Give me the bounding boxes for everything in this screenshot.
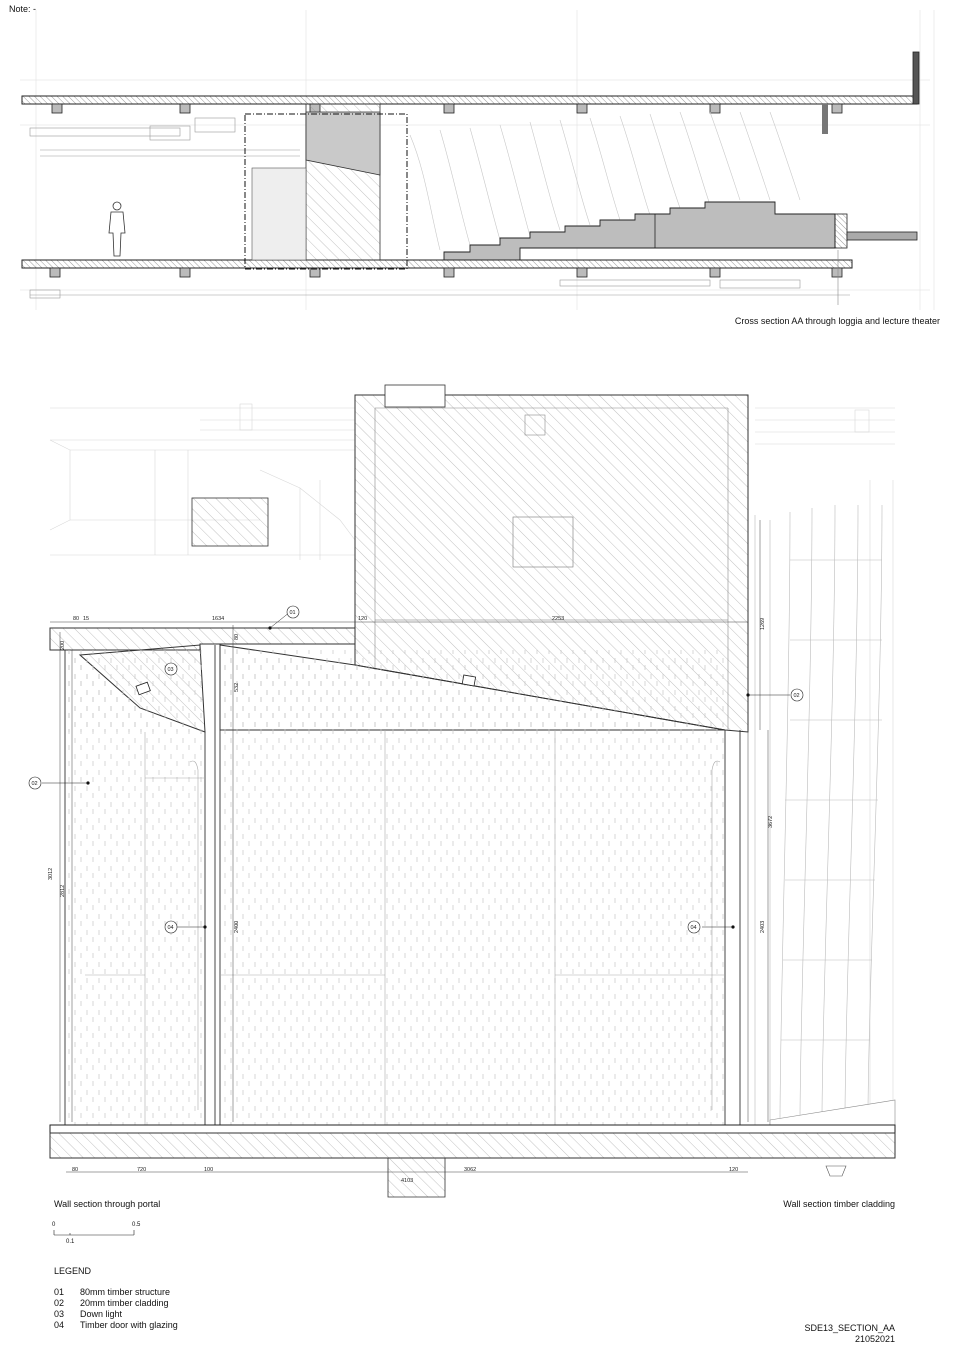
legend-item-label: 80mm timber structure: [80, 1287, 171, 1297]
legend-item-label: Down light: [80, 1309, 123, 1319]
scale-label-tenth: 0.1: [66, 1239, 75, 1245]
legend-item: [54, 1287, 178, 1298]
dim-3012: 3012: [48, 867, 54, 880]
tag-01: 01: [289, 610, 296, 616]
dim-532: 532: [234, 682, 240, 692]
caption-wall-portal: Wall section through portal: [54, 1199, 161, 1209]
tag-02-right: 02: [793, 693, 800, 699]
dim-2812: 2812: [60, 884, 66, 897]
dim-80-side: 80: [234, 633, 240, 640]
dim-80-bottom: 80: [72, 1167, 79, 1173]
legend-item-label: Timber door with glazing: [80, 1320, 178, 1330]
legend-title: LEGEND: [54, 1266, 92, 1276]
dim-100: 100: [204, 1167, 214, 1173]
tag-03: 03: [167, 667, 174, 673]
note-text: Note: -: [9, 4, 37, 14]
legend-item-number: 03: [54, 1309, 65, 1319]
dim-200: 200: [60, 640, 66, 650]
dim-120-top: 120: [358, 616, 368, 622]
scale-bar: [54, 1230, 134, 1235]
tag-04-left: 04: [167, 925, 174, 931]
dim-80-top: 80: [73, 616, 80, 622]
dim-3062: 3062: [464, 1167, 477, 1173]
caption-wall-cladding: Wall section timber cladding: [783, 1199, 895, 1209]
dim-4103: 4103: [401, 1178, 414, 1184]
legend-item-number: 02: [54, 1298, 65, 1308]
dim-1269: 1269: [760, 617, 766, 630]
scale-label-zero: 0: [52, 1222, 56, 1228]
dim-2403: 2403: [760, 920, 766, 933]
legend-item-number: 04: [54, 1320, 65, 1330]
legend-item-label: 20mm timber cladding: [80, 1298, 169, 1308]
dim-120-bottom: 120: [729, 1167, 739, 1173]
tag-04-right: 04: [690, 925, 697, 931]
legend-item: [54, 1298, 178, 1309]
dim-2253: 2253: [552, 616, 565, 622]
legend-item: [54, 1309, 178, 1320]
stepped-seating: [444, 202, 835, 260]
legend-list: [54, 1287, 178, 1331]
tag-02-left: 02: [31, 781, 38, 787]
legend-item-number: 01: [54, 1287, 65, 1297]
dim-2400: 2400: [234, 920, 240, 933]
sheet-date: 21052021: [854, 1334, 895, 1344]
dim-1634: 1634: [212, 616, 225, 622]
human-figure: [109, 202, 125, 256]
caption-cross-section: Cross section AA through loggia and lecture theater: [734, 316, 940, 326]
scale-label-half: 0.5: [132, 1222, 141, 1228]
cross-section-aa: [20, 10, 934, 310]
dim-3672: 3672: [768, 815, 774, 828]
dim-15: 15: [83, 616, 90, 622]
legend-item: [54, 1320, 178, 1331]
sheet-id: SDE13_SECTION_AA: [804, 1323, 895, 1333]
wall-section-detail: [42, 385, 895, 1197]
dim-720: 720: [137, 1167, 147, 1173]
